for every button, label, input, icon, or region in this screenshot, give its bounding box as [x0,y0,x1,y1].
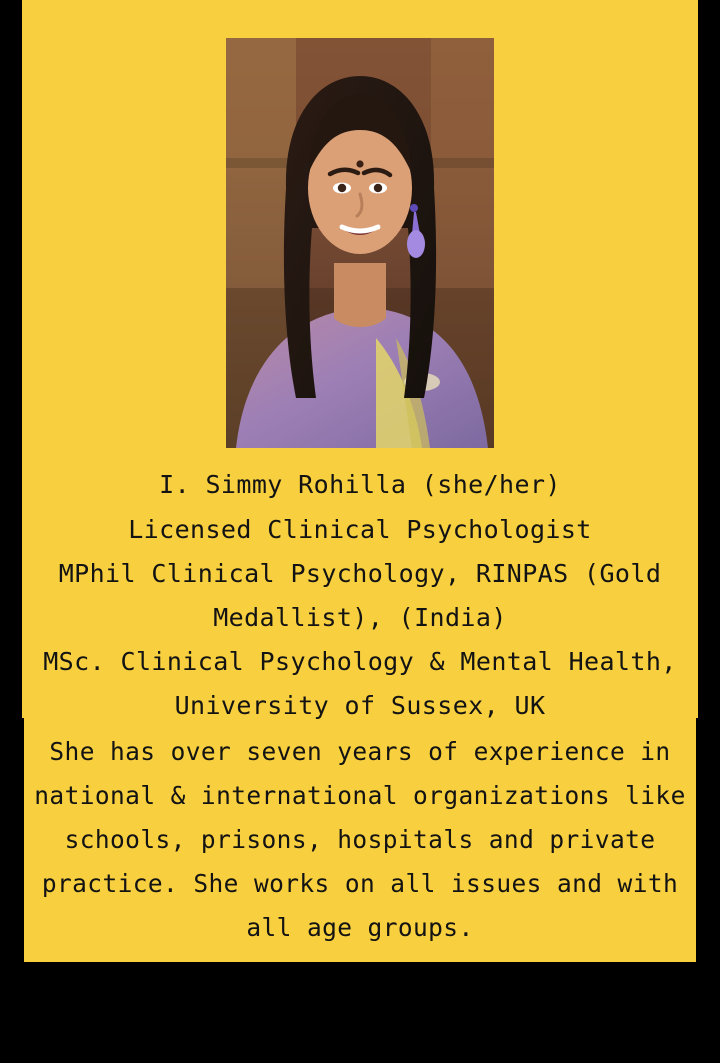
right-black-band [696,718,720,963]
bio-line-3: schools, prisons, hospitals and private [64,825,656,854]
bio-line-1: She has over seven years of experience in [49,737,671,766]
profile-title: Licensed Clinical Psychologist [128,515,592,544]
credential-line-4: University of Sussex, UK [174,691,546,720]
credential-line-1: MPhil Clinical Psychology, RINPAS (Gold [58,559,662,588]
bio-line-2: national & international organizations like [34,781,686,810]
credential-line-2: Medallist), (India) [213,603,507,632]
bio-paragraph [30,730,690,950]
left-black-band [0,718,24,963]
bottom-black-bar [0,962,720,1063]
bio-line-5: all age groups. [246,913,474,942]
profile-name: I. Simmy Rohilla (she/her) [159,470,561,499]
profile-card [22,0,698,962]
portrait-photo-image [226,38,494,448]
bio-line-4: practice. She works on all issues and with [41,869,679,898]
credential-line-3: MSc. Clinical Psychology & Mental Health, [43,647,677,676]
portrait-photo [226,38,494,448]
profile-text-block [30,462,690,950]
